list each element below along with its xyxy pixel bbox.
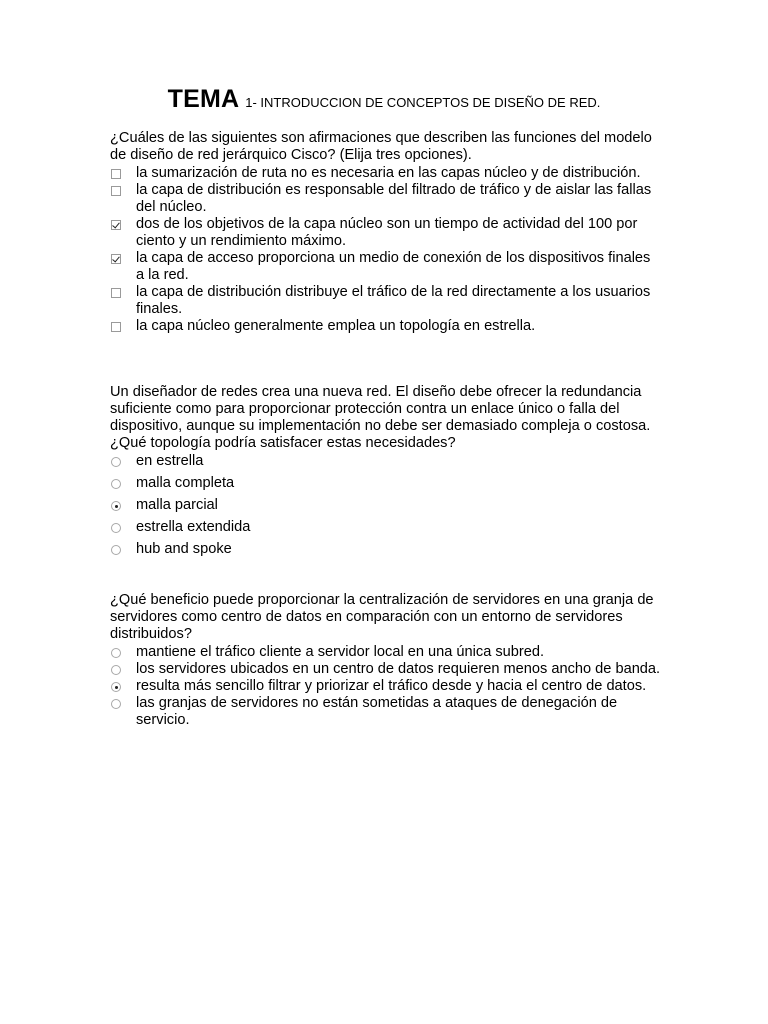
question-1 [110,130,662,335]
answer-label: en estrella [136,453,204,469]
answer-label: malla parcial [136,497,218,513]
answer-option[interactable] [110,182,662,216]
radio-icon[interactable] [111,665,121,675]
checkbox-icon[interactable] [111,322,121,332]
question-text: ¿Cuáles de las siguientes son afirmaciones que describen las funciones del modelo de diseño de red jerárquico Cisco? (Elija tres opciones). [110,130,652,163]
checkbox-icon[interactable] [111,186,121,196]
answer-label: la sumarización de ruta no es necesaria en las capas núcleo y de distribución. [136,165,641,181]
answer-option[interactable] [110,250,662,284]
answer-label: la capa núcleo generalmente emplea un topología en estrella. [136,318,536,334]
answer-option[interactable] [110,165,662,182]
answer-option[interactable] [110,216,662,250]
radio-icon[interactable] [111,545,121,555]
answer-label: estrella extendida [136,519,251,535]
answer-label: las granjas de servidores no están sometidas a ataques de denegación de servicio. [136,695,618,728]
checkbox-icon[interactable] [111,254,121,264]
answer-option[interactable] [110,284,662,318]
answer-option[interactable] [110,453,662,470]
answer-option[interactable] [110,661,662,678]
answer-option[interactable] [110,519,662,536]
title-subtitle: 1- INTRODUCCION DE CONCEPTOS DE DISEÑO DE RED. [245,95,601,110]
answer-label: resulta más sencillo filtrar y priorizar el tráfico desde y hacia el centro de datos. [136,678,647,694]
answer-option[interactable] [110,644,662,661]
question-text: Un diseñador de redes crea una nueva red. El diseño debe ofrecer la redundancia suficiente como para proporcionar protección contra un enlace único o falla del dispositivo, aunque su implementación no debe ser demasiado compleja o costosa. ¿Qué topología podría satisfacer estas necesidades? [110,384,651,451]
answer-option[interactable] [110,318,662,335]
answer-label: mantiene el tráfico cliente a servidor local en una única subred. [136,644,545,660]
answer-label: la capa de distribución distribuye el tráfico de la red directamente a los usuarios finales. [136,284,651,317]
answer-option[interactable] [110,678,662,695]
page-title [0,85,768,114]
radio-icon[interactable] [111,479,121,489]
answer-label: hub and spoke [136,541,232,557]
radio-icon[interactable] [111,699,121,709]
answer-label: los servidores ubicados en un centro de datos requieren menos ancho de banda. [136,661,661,677]
radio-icon[interactable] [111,457,121,467]
answer-label: malla completa [136,475,235,491]
radio-icon[interactable] [111,682,121,692]
question-2 [110,384,662,558]
checkbox-icon[interactable] [111,288,121,298]
answer-label: dos de los objetivos de la capa núcleo son un tiempo de actividad del 100 por ciento y un rendimiento máximo. [136,216,638,249]
radio-icon[interactable] [111,648,121,658]
question-text: ¿Qué beneficio puede proporcionar la centralización de servidores en una granja de servidores como centro de datos en comparación con un entorno de servidores distribuidos? [110,592,654,642]
title-main: TEMA [167,85,240,113]
answer-option[interactable] [110,541,662,558]
answer-option[interactable] [110,497,662,514]
answer-label: la capa de distribución es responsable del filtrado de tráfico y de aislar las fallas del núcleo. [136,182,652,215]
answer-label: la capa de acceso proporciona un medio de conexión de los dispositivos finales a la red. [136,250,651,283]
answer-option[interactable] [110,695,662,729]
question-3 [110,592,662,729]
radio-icon[interactable] [111,501,121,511]
radio-icon[interactable] [111,523,121,533]
checkbox-icon[interactable] [111,169,121,179]
answer-option[interactable] [110,475,662,492]
checkbox-icon[interactable] [111,220,121,230]
